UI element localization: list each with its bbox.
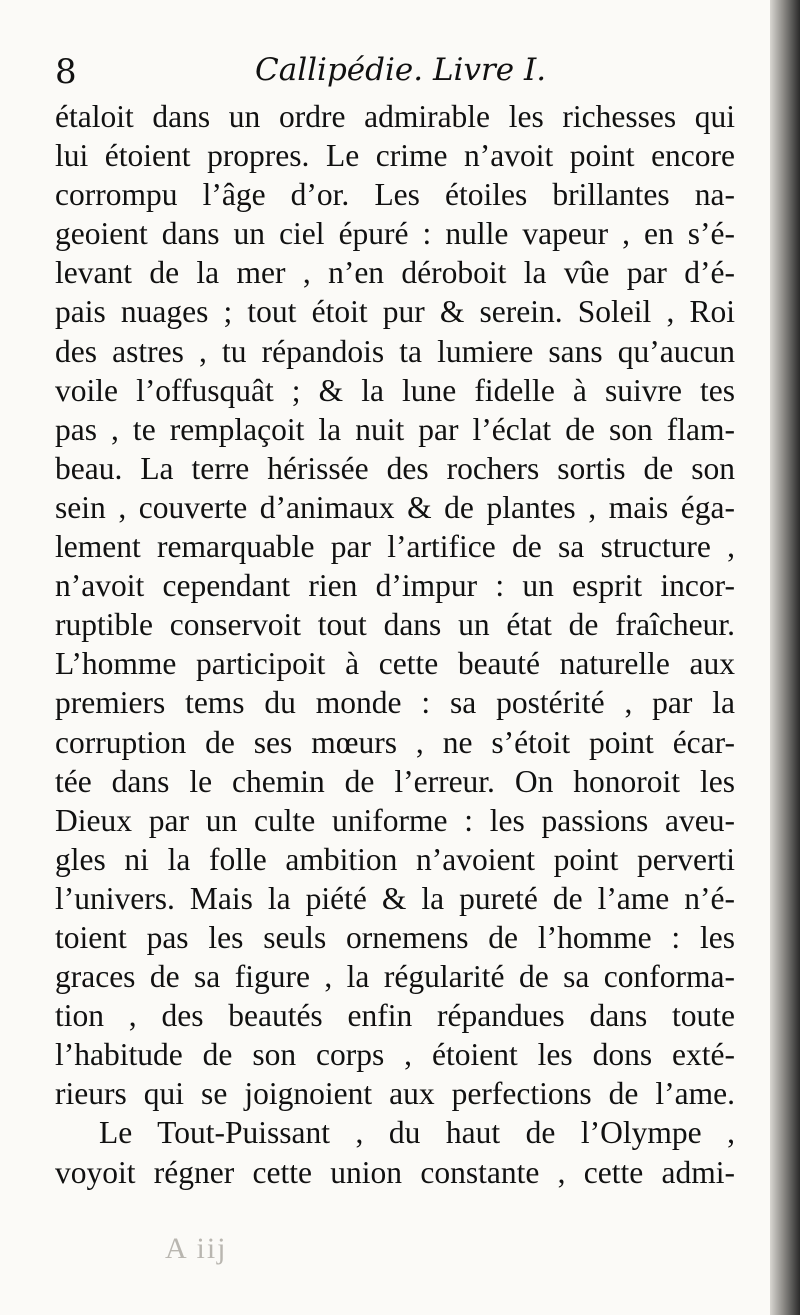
text-line: Dieux par un culte uniforme : les passions aveu- [55,802,735,838]
text-line: levant de la mer , n’en déroboit la vûe par d’é- [55,255,735,291]
text-line: rieurs qui se joignoient aux perfections de l’ame. [55,1076,735,1112]
text-line: L’homme participoit à cette beauté naturelle aux [55,646,735,682]
body-text [55,97,735,1192]
text-line: n’avoit cependant rien d’impur : un esprit incor- [55,568,735,604]
text-line: geoient dans un ciel épuré : nulle vapeur , en s’é- [55,216,735,252]
text-line: corruption de ses mœurs , ne s’étoit point écar- [55,724,735,760]
text-line: premiers tems du monde : sa postérité , par la [55,685,735,721]
text-line: sein , couverte d’animaux & de plantes , mais éga- [55,489,735,525]
signature-mark: A iij [165,1232,228,1265]
text-line: toient pas les seuls ornemens de l’homme : les [55,919,735,955]
text-line: l’habitude de son corps , étoient les dons exté- [55,1037,735,1073]
text-line: lement remarquable par l’artifice de sa structure , [55,529,735,565]
text-line: gles ni la folle ambition n’avoient point perverti [55,841,735,877]
text-line: graces de sa figure , la régularité de sa conforma- [55,959,735,995]
page-number: 8 [55,52,77,92]
page-gutter-shadow [770,0,800,1315]
text-line: ruptible conservoit tout dans un état de fraîcheur. [55,607,735,643]
text-line: voyoit régner cette union constante , cette admi- [55,1154,735,1190]
text-line: pais nuages ; tout étoit pur & serein. Soleil , Roi [55,294,735,330]
running-head: Callipédie. Livre I. [255,52,547,88]
text-line: pas , te remplaçoit la nuit par l’éclat de son flam- [55,411,735,447]
text-line: beau. La terre hérissée des rochers sortis de son [55,450,735,486]
text-line: tion , des beautés enfin répandues dans toute [55,998,735,1034]
text-line: tée dans le chemin de l’erreur. On honoroit les [55,763,735,799]
text-line: lui étoient propres. Le crime n’avoit point encore [55,138,735,174]
text-line: étaloit dans un ordre admirable les richesses qui [55,99,735,134]
page-header [55,52,735,100]
paragraph-start-line: Le Tout-Puissant , du haut de l’Olympe , [99,1115,735,1151]
text-line: des astres , tu répandois ta lumiere sans qu’aucun [55,333,735,369]
text-line: voile l’offusquât ; & la lune fidelle à suivre tes [55,372,735,408]
text-line: corrompu l’âge d’or. Les étoiles brillantes na- [55,177,735,213]
text-line: l’univers. Mais la piété & la pureté de l’ame n’é- [55,880,735,916]
